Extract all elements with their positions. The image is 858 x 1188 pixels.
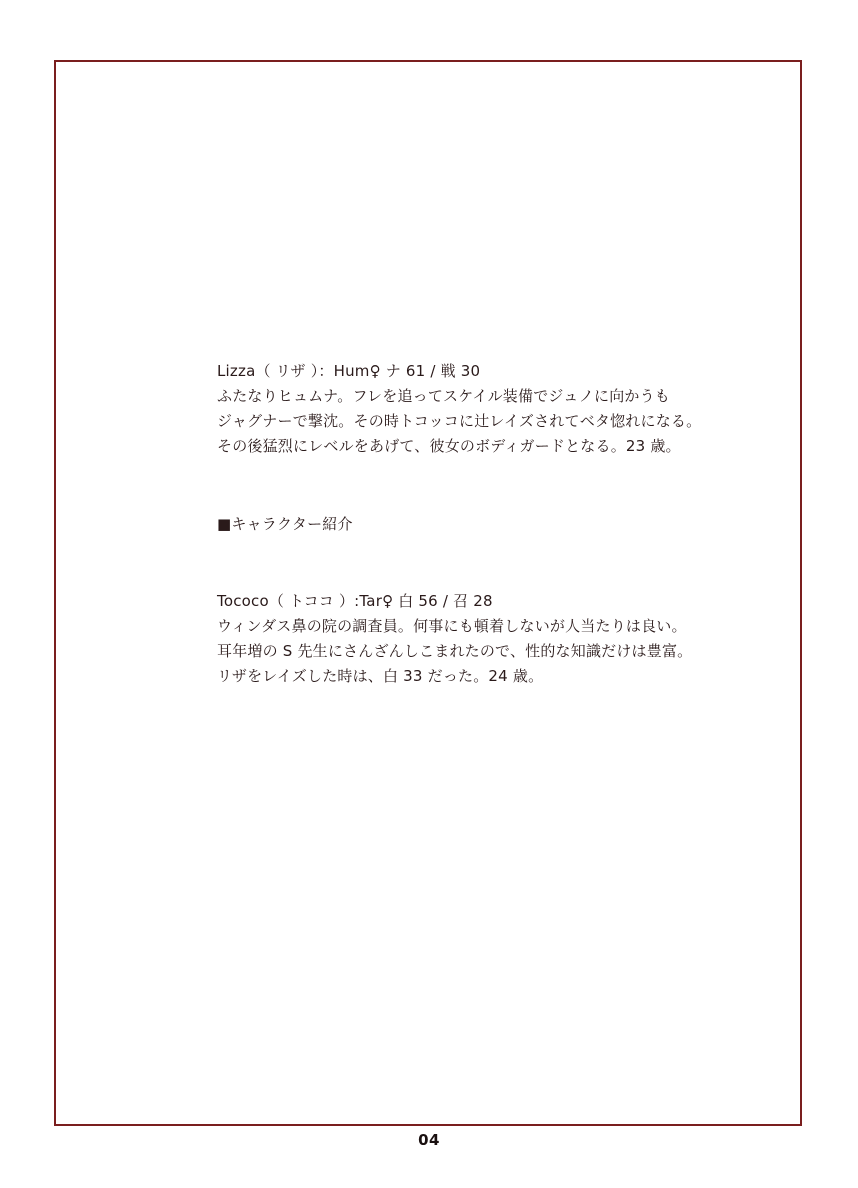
character-intro-heading: ■キャラクター紹介 [217,515,353,533]
character-profile-lizza [217,359,702,459]
profile-line-tococo-desc-3: リザをレイズした時は、白 33 だった。24 歳。 [217,667,544,685]
profile-line-tococo-desc-1: ウィンダス鼻の院の調査員。何事にも頓着しないが人当たりは良い。 [217,617,687,635]
page-number: 04 [418,1131,440,1149]
profile-line-lizza-desc-1: ふたなりヒュムナ。フレを追ってスケイル装備でジュノに向かうも [217,387,671,405]
profile-line-lizza-name: Lizza（ リザ ）：Hum♀ ナ 61 / 戦 30 [217,362,481,380]
section-heading [217,512,687,537]
profile-line-lizza-desc-3: その後猛烈にレベルをあげて、彼女のボディガードとなる。23 歳。 [217,437,681,455]
character-profile-tococo [217,589,693,689]
profile-line-lizza-desc-2: ジャグナーで撃沈。その時トコッコに辻レイズされてベタ惚れになる。 [217,412,702,430]
profile-line-tococo-name: Tococo（ トココ ）:Tar♀ 白 56 / 召 28 [217,592,493,610]
profile-line-tococo-desc-2: 耳年増の S 先生にさんざんしこまれたので、性的な知識だけは豊富。 [217,642,693,660]
